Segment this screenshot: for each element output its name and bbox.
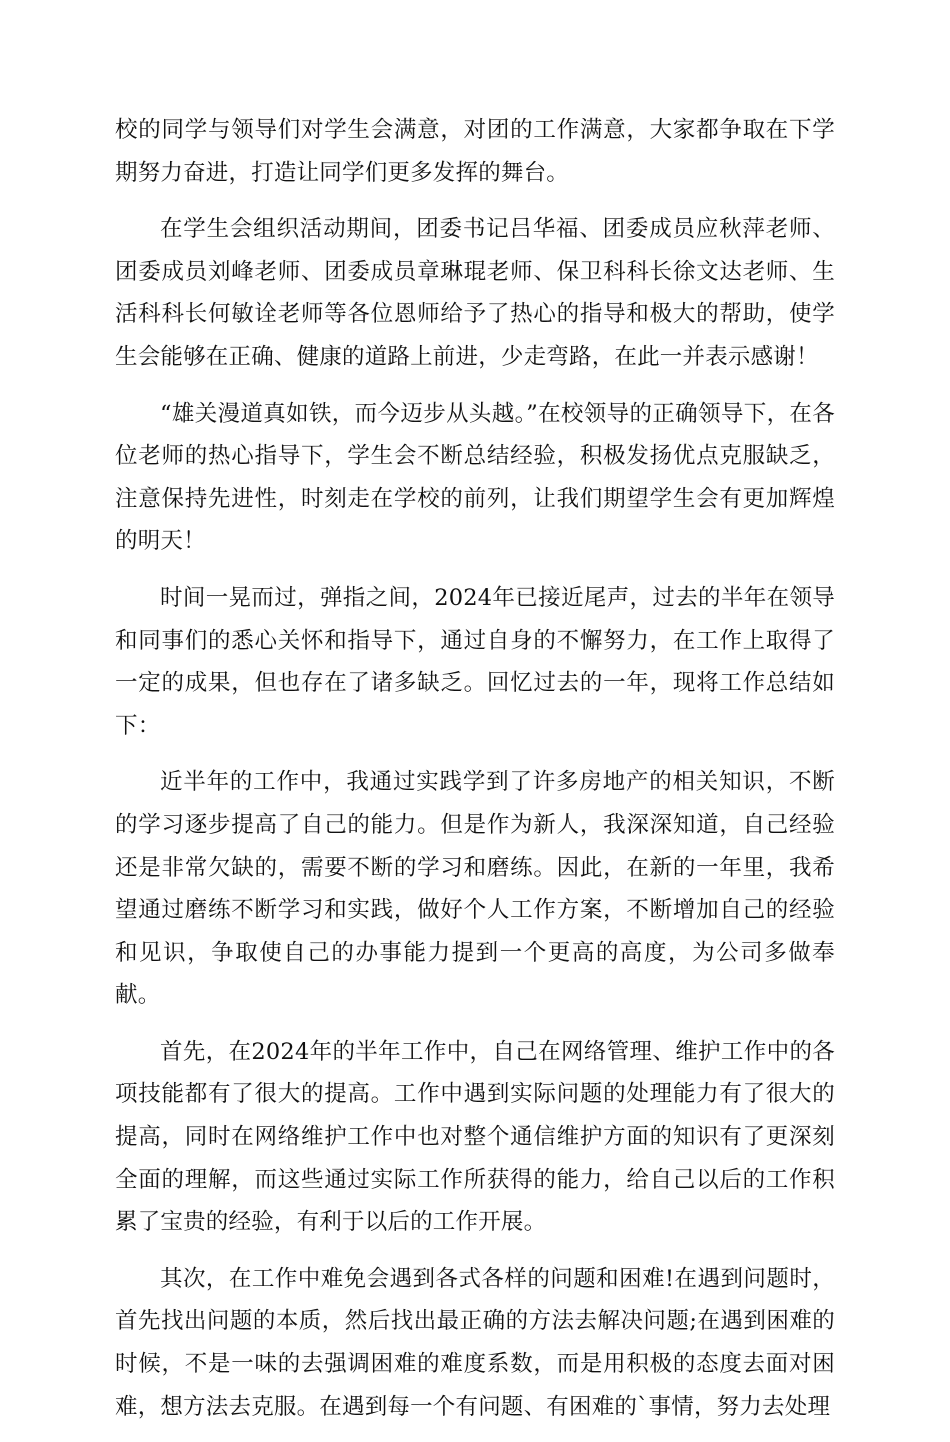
paragraph-3: “雄关漫道真如铁，而今迈步从头越。”在校领导的正确领导下，在各位老师的热心指导下，学生会不断总结经验，积极发扬优点克服缺乏，注意保持先进性，时刻走在学校的前列，让我们期望学生会有更加辉煌的明天！ [115,400,835,555]
paragraph-6: 首先，在2024年的半年工作中，自己在网络管理、维护工作中的各项技能都有了很大的提高。工作中遇到实际问题的处理能力有了很大的提高，同时在网络维护工作中也对整个通信维护方面的知识有了更深刻全面的理解，而这些通过实际工作所获得的能力，给自己以后的工作积累了宝贵的经验，有利于以后的工作开展。 [115,1038,835,1236]
paragraph-5: 近半年的工作中，我通过实践学到了许多房地产的相关知识，不断的学习逐步提高了自己的能力。但是作为新人，我深深知道，自己经验还是非常欠缺的，需要不断的学习和磨练。因此，在新的一年里，我希望通过磨练不断学习和实践，做好个人工作方案，不断增加自己的经验和见识，争取使自己的办事能力提到一个更高的高度，为公司多做奉献。 [115,769,835,1009]
paragraph-1: 校的同学与领导们对学生会满意，对团的工作满意，大家都争取在下学期努力奋进，打造让同学们更多发挥的舞台。 [115,117,835,186]
paragraph-4: 时间一晃而过，弹指之间，2024年已接近尾声，过去的半年在领导和同事们的悉心关怀和指导下，通过自身的不懈努力，在工作上取得了一定的成果，但也存在了诸多缺乏。回忆过去的一年，现将工作总结如下： [115,584,835,739]
paragraph-2: 在学生会组织活动期间，团委书记吕华福、团委成员应秋萍老师、团委成员刘峰老师、团委成员章琳琨老师、保卫科科长徐文达老师、生活科科长何敏诠老师等各位恩师给予了热心的指导和极大的帮助，使学生会能够在正确、健康的道路上前进，少走弯路，在此一并表示感谢！ [115,216,835,370]
document-body [115,109,835,1442]
paragraph-7: 其次，在工作中难免会遇到各式各样的问题和困难!在遇到问题时，首先找出问题的本质，然后找出最正确的方法去解决问题;在遇到困难的时候，不是一味的去强调困难的难度系数，而是用积极的态度去面对困难，想方法去克服。在遇到每一个有问题、有困难的`事情，努力去处理 [115,1265,835,1420]
